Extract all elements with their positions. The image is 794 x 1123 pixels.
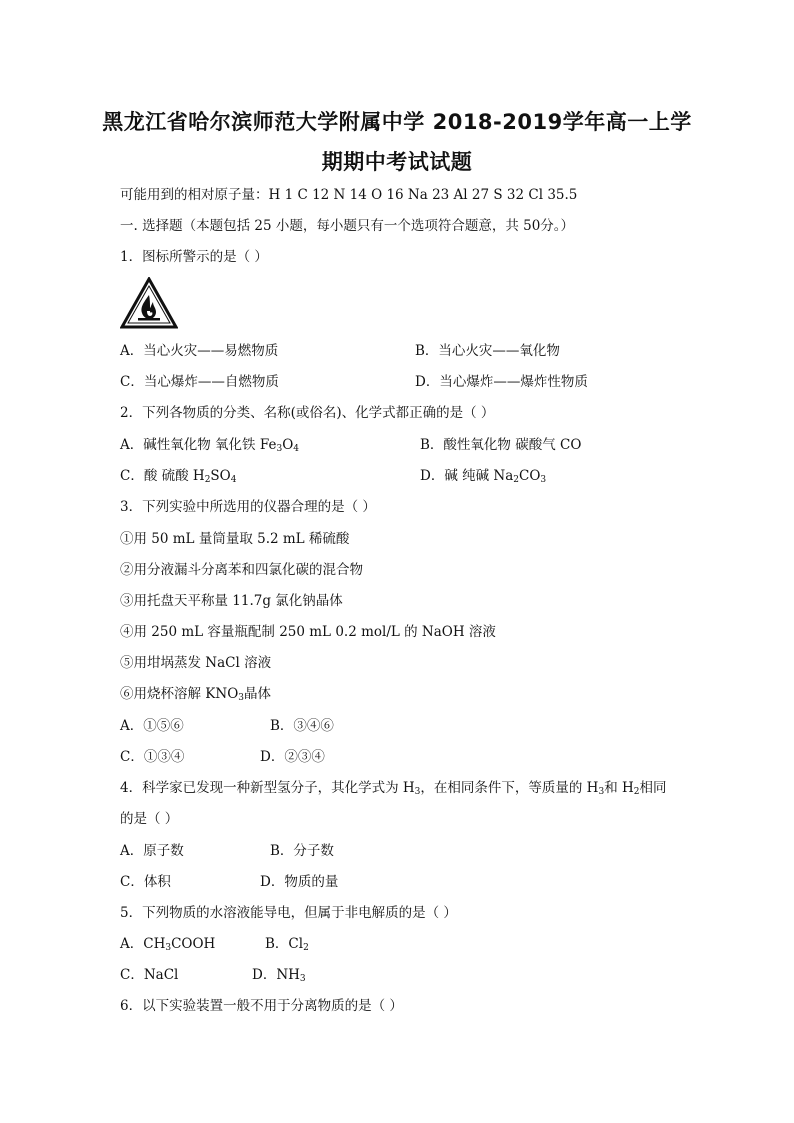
- q6-stem: 6．以下实验装置一般不用于分离物质的是（ ）: [120, 998, 403, 1014]
- atomic-masses: 可能用到的相对原子量：H 1 C 12 N 14 O 16 Na 23 Al 27 S 32 Cl 35.5: [120, 187, 578, 203]
- q3-option-b: B．③④⑥: [270, 718, 334, 734]
- q5-option-b: B．$Cl_2$: [265, 936, 309, 953]
- q3-option-a: A．①⑤⑥: [120, 718, 184, 734]
- q4-option-d: D．物质的量: [260, 874, 339, 890]
- q4-option-a: A．原子数: [120, 843, 184, 859]
- q4-option-c: C．体积: [120, 874, 171, 890]
- q2-option-a: A．碱性氧化物 氧化铁 $Fe_3O_4$: [120, 437, 299, 454]
- q3-item-2: ②用分液漏斗分离苯和四氯化碳的混合物: [120, 562, 363, 578]
- q3-option-c: C．①③④: [120, 749, 185, 765]
- q4-stem: 4．科学家已发现一种新型氢分子，其化学式为 $H_3$，在相同条件下，等质量的 $H_3$和 $H_2$相同: [120, 780, 667, 797]
- q4-stem-line-2: 的是（ ）: [120, 811, 179, 827]
- q5-option-c: C．NaCl: [120, 967, 179, 983]
- q3-item-1: ①用 50 mL 量筒量取 5.2 mL 稀硫酸: [120, 531, 350, 547]
- q1-stem: 1．图标所警示的是（ ）: [120, 249, 268, 265]
- title-line-1: 黑龙江省哈尔滨师范大学附属中学 2018-2019学年高一上学: [102, 110, 692, 134]
- section-heading: 一. 选择题（本题包括 25 小题，每小题只有一个选项符合题意，共 50分。）: [120, 218, 575, 234]
- q1-option-c: C．当心爆炸——自燃物质: [120, 374, 279, 390]
- q3-option-d: D．②③④: [260, 749, 325, 765]
- q3-item-3: ③用托盘天平称量 11.7g 氯化钠晶体: [120, 593, 343, 609]
- q1-option-d: D．当心爆炸——爆炸性物质: [415, 374, 588, 390]
- q3-item-4: ④用 250 mL 容量瓶配制 250 mL 0.2 mol/L 的 NaOH 溶液: [120, 624, 496, 640]
- q2-stem: 2．下列各物质的分类、名称(或俗名)、化学式都正确的是（ ）: [120, 405, 495, 421]
- q3-stem: 3．下列实验中所选用的仪器合理的是（ ）: [120, 499, 376, 515]
- q4-option-b: B．分子数: [270, 843, 334, 859]
- q5-stem: 5．下列物质的水溶液能导电，但属于非电解质的是（ ）: [120, 905, 457, 921]
- q3-item-5: ⑤用坩埚蒸发 NaCl 溶液: [120, 655, 272, 671]
- q5-option-d: D．$NH_3$: [252, 967, 306, 984]
- q2-option-b: B．酸性氧化物 碳酸气 CO: [420, 437, 582, 453]
- q1-option-a: A．当心火灾——易燃物质: [120, 343, 279, 359]
- q2-option-d: D．碱 纯碱 $Na_2CO_3$: [420, 468, 547, 485]
- q2-option-c: C．酸 硫酸 $H_2SO_4$: [120, 468, 237, 485]
- q1-option-b: B．当心火灾——氧化物: [415, 343, 560, 359]
- q5-option-a: A．$CH_3COOH$: [120, 936, 216, 953]
- q3-item-6: ⑥用烧杯溶解 $KNO_3$晶体: [120, 686, 271, 703]
- title-line-2: 期期中考试试题: [321, 150, 473, 174]
- flammable-warning-icon: [120, 277, 178, 329]
